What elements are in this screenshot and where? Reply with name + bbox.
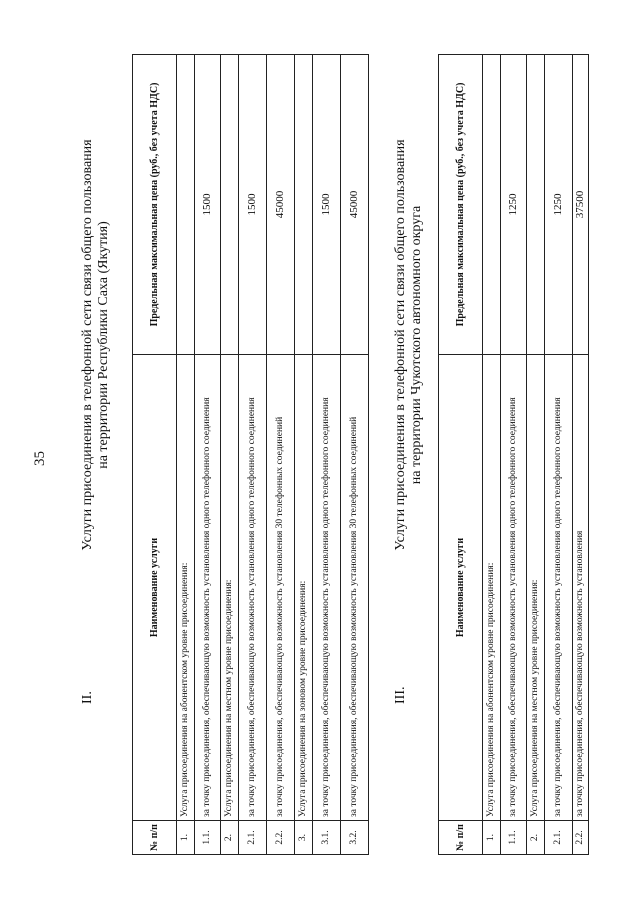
row-price: 37500 xyxy=(573,55,589,355)
row-price: 1500 xyxy=(195,55,221,355)
row-num: 1.1. xyxy=(501,821,527,855)
row-num: 1.1. xyxy=(195,821,221,855)
row-price: 1500 xyxy=(313,55,341,355)
section-3-heading xyxy=(393,64,425,704)
row-num: 2.1. xyxy=(239,821,267,855)
table-row xyxy=(195,55,221,855)
row-price xyxy=(483,55,501,355)
row-service: Услуга присоединения на абонентском уровне присоединения: xyxy=(177,355,195,821)
page-number: 35 xyxy=(32,451,48,466)
row-service: за точку присоединения, обеспечивающую возможность установления одного телефонного соединения xyxy=(313,355,341,821)
table-row xyxy=(221,55,239,855)
section-3-roman: III. xyxy=(393,686,408,704)
section-3-title-line1: Услуги присоединения в телефонной сети связи общего пользования xyxy=(393,139,408,551)
table-row xyxy=(483,55,501,855)
header-num: № п/п xyxy=(133,821,177,855)
row-price xyxy=(177,55,195,355)
table-section-2 xyxy=(132,54,369,855)
row-price: 1250 xyxy=(501,55,527,355)
table-row xyxy=(341,55,369,855)
section-2-title-line2: на территории Республики Саха (Якутия) xyxy=(96,221,111,469)
row-price: 45000 xyxy=(341,55,369,355)
row-num: 2. xyxy=(221,821,239,855)
section-2-heading xyxy=(80,64,112,704)
row-service: за точку присоединения, обеспечивающую возможность установления одного телефонного соединения xyxy=(545,355,573,821)
row-price: 45000 xyxy=(267,55,295,355)
section-2-title-line1: Услуги присоединения в телефонной сети связи общего пользования xyxy=(80,139,95,551)
section-3-title-line2: на территории Чукотского автономного округа xyxy=(409,205,424,485)
row-num: 3. xyxy=(295,821,313,855)
header-service: Наименование услуги xyxy=(439,355,483,821)
row-price: 1250 xyxy=(545,55,573,355)
table-row xyxy=(573,55,589,855)
row-num: 3.2. xyxy=(341,821,369,855)
header-service: Наименование услуги xyxy=(133,355,177,821)
table-row xyxy=(501,55,527,855)
row-num: 2. xyxy=(527,821,545,855)
row-num: 1. xyxy=(177,821,195,855)
row-service: за точку присоединения, обеспечивающую возможность установления 30 телефонных соединений xyxy=(341,355,369,821)
table-row xyxy=(239,55,267,855)
header-num: № п/п xyxy=(439,821,483,855)
row-service: за точку присоединения, обеспечивающую возможность установления одного телефонного соединения xyxy=(195,355,221,821)
section-2-roman: II. xyxy=(80,691,95,704)
row-price xyxy=(221,55,239,355)
row-service: Услуга присоединения на местном уровне присоединения: xyxy=(221,355,239,821)
table-row xyxy=(267,55,295,855)
table-row xyxy=(527,55,545,855)
row-service: за точку присоединения, обеспечивающую возможность установления xyxy=(573,355,589,821)
row-price xyxy=(527,55,545,355)
table-row xyxy=(295,55,313,855)
table-row xyxy=(177,55,195,855)
row-price xyxy=(295,55,313,355)
row-num: 2.2. xyxy=(267,821,295,855)
table-row xyxy=(313,55,341,855)
table-row xyxy=(545,55,573,855)
row-service: за точку присоединения, обеспечивающую возможность установления 30 телефонных соединений xyxy=(267,355,295,821)
row-price: 1500 xyxy=(239,55,267,355)
row-num: 3.1. xyxy=(313,821,341,855)
row-service: за точку присоединения, обеспечивающую возможность установления одного телефонного соединения xyxy=(239,355,267,821)
row-service: Услуга присоединения на зоновом уровне присоединения: xyxy=(295,355,313,821)
header-price: Предельная максимальная цена (руб., без учета НДС) xyxy=(439,55,483,355)
row-num: 2.1. xyxy=(545,821,573,855)
row-num: 1. xyxy=(483,821,501,855)
row-service: Услуга присоединения на местном уровне присоединения: xyxy=(527,355,545,821)
table-section-3 xyxy=(438,54,589,855)
row-service: Услуга присоединения на абонентском уровне присоединения: xyxy=(483,355,501,821)
header-price: Предельная максимальная цена (руб., без учета НДС) xyxy=(133,55,177,355)
row-service: за точку присоединения, обеспечивающую возможность установления одного телефонного соединения xyxy=(501,355,527,821)
row-num: 2.2. xyxy=(573,821,589,855)
